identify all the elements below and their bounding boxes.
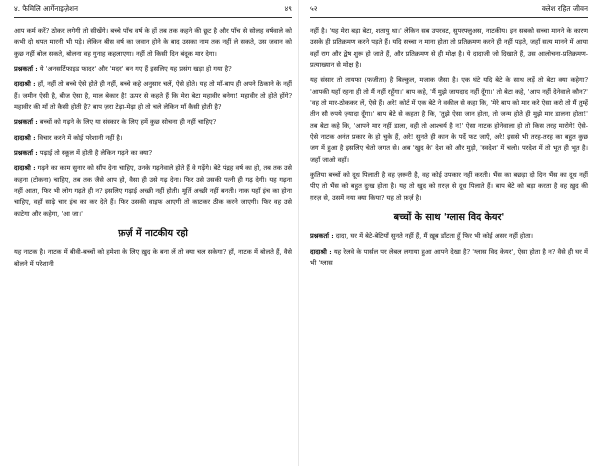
speaker-label: प्रश्नकर्ता :: [14, 118, 38, 127]
left-page-header: [14, 0, 292, 17]
paragraph-text: यह रेलवे के पार्सल पर लेबल लगाया हुआ आपने देखा है? 'ग्लास विद केयर', ऐसा होता है न? वैसे ही घर में भी 'ग्लास: [310, 247, 588, 267]
left-page-body: [14, 26, 292, 220]
dialogue-paragraph: [310, 231, 588, 242]
right-page: [310, 0, 588, 466]
left-page-number: ४९: [284, 4, 292, 13]
left-page: [14, 0, 292, 466]
header-rule: [14, 17, 292, 18]
dialogue-paragraph: [14, 163, 292, 220]
speaker-label: प्रश्नकर्ता :: [14, 149, 38, 158]
qa-block: [310, 231, 588, 269]
paragraph: [310, 75, 588, 166]
dialogue-paragraph: [14, 133, 292, 144]
paragraph: यह नाटक है। नाटक में बीवी-बच्चों को हमेशा के लिए ख़ुद के बना लें तो क्या चल सकेगा? हाँ, नाटक में बोलते हैं, वैसे बोलने में परेशानी: [14, 248, 292, 268]
speaker-label: दादाश्री :: [14, 164, 36, 173]
dialogue-paragraph: [310, 247, 588, 270]
paragraph-text: कुतिया बच्चों को दूध पिलाती है वह ज़रूरी है, वह कोई उपकार नहीं करती। भैंस का बछड़ा दो दिन भैंस का दूध नहीं पीए तो भैंस को बहुत दुःख होता है। यह तो खुद को ग़रज़ से दूध पिलाते हैं। बाप बेटे को बड़ा करता है वह ख़ुद की ग़रज़ से, उसमें नया क्या किया? यह तो फ़र्ज़ है।: [310, 171, 588, 202]
section-heading: बच्चों के साथ 'ग्लास विद केयर': [393, 212, 505, 224]
paragraph-text: दादा, घर में बेटे-बेटियाँ सुनते नहीं हैं, मैं ख़ूब डाँटता हूँ फिर भी कोई असर नहीं होता।: [333, 232, 534, 241]
dialogue-paragraph: [14, 148, 292, 159]
paragraph-text: आप कर्म करें? ठोकर लगेगी तो सीखेंगे। बच्चे पाँच वर्ष के हों तब तक कहने की छूट है और पाँच से सोलह वर्षवाले को कभी दो थपत मारनी भी पड़े। लेकिन बीस वर्ष का जवान होने के बाद उसका नाम तक नहीं ले सकते, उस जवान को कुछ नहीं बोल सकते, बोलना वह गुनाह कहलाएगा। नहीं तो किसी दिन बंदूक मार देगा।: [14, 27, 292, 58]
right-header-title: क्लेश रहित जीवन: [541, 4, 588, 13]
right-page-header: [310, 0, 588, 17]
speaker-label: दादाश्री :: [14, 133, 36, 142]
paragraph-text: हाँ, नहीं तो बच्चे ऐसे होते ही नहीं, बच्चे कहे अनुसार चलें, ऐसे होते। यह तो माँ-बाप ही अपने ठिकाने के नहीं हैं। जमीन ऐसी है, बीज ऐसा है, माल बेकार है! ऊपर से कहते हैं कि मेरा बेटा महावीर बनेगा! महावीर तो होते होंगे? महावीर की माँ तो कैसी होती है? बाप ज़रा टेढ़ा-मेढ़ा हो तो चले लेकिन माँ कैसी होती है?: [14, 80, 292, 112]
paragraph: [310, 26, 588, 71]
left-header-title: ४. फैमिलि आर्गेनाइज़ेशन: [14, 4, 79, 13]
paragraph-text: पढ़ाई तो स्कूल में होती है लेकिन गढ़ने का क्या?: [37, 149, 153, 158]
right-page-body: [310, 26, 588, 204]
paragraph-text: बच्चों को गढ़ने के लिए या संस्कार के लिए हमें कुछ सोचना ही नहीं चाहिए?: [37, 118, 217, 127]
paragraph-text: ये 'अनसर्टिफाइड फादर' और 'मदर' बन गए हैं इसलिए यह प्रसंग खड़ा हो गया है?: [37, 65, 232, 74]
speaker-label: प्रश्नकर्ता :: [14, 65, 38, 74]
paragraph: [310, 170, 588, 204]
paragraph-text: विचार करने में कोई परेशानी नहीं है।: [35, 133, 123, 142]
section-heading: फ़र्ज़ में नाटकीय रहो: [118, 228, 188, 240]
paragraph-text: यह संसार तो तायफा (फजीता) है बिल्कुल, मजाक जैसा है। एक घंटे यदि बेटे के साथ लड़ें तो बेटा क्या कहेगा? 'आपकी यहाँ रहना ही तो मैं नहीं रहूँगा।' बाप कहे, 'मैं मुझे जायदाद नहीं दूँगा।' तो बेटा कहे, 'आप नहीं देनेवाले कौन?' 'वह तो मार-ठोककर लें, ऐसे हैं। अरे! कोर्ट में एक बेटे ने वकील से कहा कि, 'मेरे बाप को मार करे ऐसा करो तो मैं तुम्हें तीन सौ रुपये ज़्यादा दूँगा।' बाप बेटे से कहता है कि, 'तुझे ऐसा जान होता, तो जन्म होते ही मुझे मार डालना होता!' तब बेटा कहे कि, 'आपने मार नहीं डाला, वही तो आश्चर्य है न!' ऐसा नाटक होनेवाला हो तो किस तरह मारोगे! ऐसे-ऐसे नाटक अनंत प्रकार के हो चुके हैं, अरे! सुनते ही कान के पर्दे फट जाएँ, अरे! इससे भी तरह-तरह का बहुत कुछ जग में हुआ है इसलिए चेतो जगत से। अब 'खुद के' देश को और मुड़ो, 'स्वदेश' में चलो। परदेश में तो भूत ही भूत है। जहाँ जाओ वहाँ।: [310, 76, 588, 164]
speaker-label: दादाश्री :: [14, 80, 36, 89]
speaker-label: दादाश्री :: [310, 247, 332, 256]
right-page-number: ५२: [310, 4, 318, 13]
paragraph-text: नहीं है। 'यह मेरा बड़ा बेटा, शतायु था।' लेकिन सब उपरवट, सुपरफ्लुअस, नाटकीय। इन सबको सच्चा मानने के कारण उसके ही प्रतिक्रमण करने पड़ते हैं। यदि सच्चा न माना होता तो प्रतिक्रमण करने ही नहीं पड़ते, जहाँ सत्य मानने में आया वहाँ राग और द्वेष शुरू हो जाते हैं, और प्रतिक्रमण से ही मोक्ष है। ये दादाजी जो दिखाते हैं, उस आलोचना-प्रतिक्रमण-प्रत्याख्यान से मोक्ष है।: [310, 27, 588, 70]
page-gutter: [298, 0, 299, 466]
paragraph-text: गढ़ने का काम सुनार को सौंप देना चाहिए, उनके गढ़नेवाले होते हैं वे गढ़ेंगे। बेटे पंद्रह वर्ष का हो, तब तक उसे कहना (टोकना) चाहिए, तब तक जैसे आप हो, वैसा ही उसे गढ़ देना। फिर उसे उसकी पत्नी ही गढ़ देगी। यह गढ़ना नहीं आता, फिर भी लोग गढ़ते ही न? इसलिए गढ़ाई अच्छी नहीं होती। मूर्ति अच्छी नहीं बनती। नाक यहाँ इंच का होना चाहिए, वहाँ साढ़े चार इंच का कर देते हैं। फिर उसकी वाइफ आएगी तो काटकर ठीक करने जाएगी। फिर वह उसे काटेगा और कहेगा, 'आ जा।': [14, 164, 292, 218]
header-rule: [310, 17, 588, 18]
paragraph: [14, 26, 292, 60]
dialogue-paragraph: [14, 64, 292, 75]
dialogue-paragraph: [14, 117, 292, 128]
speaker-label: प्रश्नकर्ता :: [310, 232, 334, 241]
dialogue-paragraph: [14, 79, 292, 113]
